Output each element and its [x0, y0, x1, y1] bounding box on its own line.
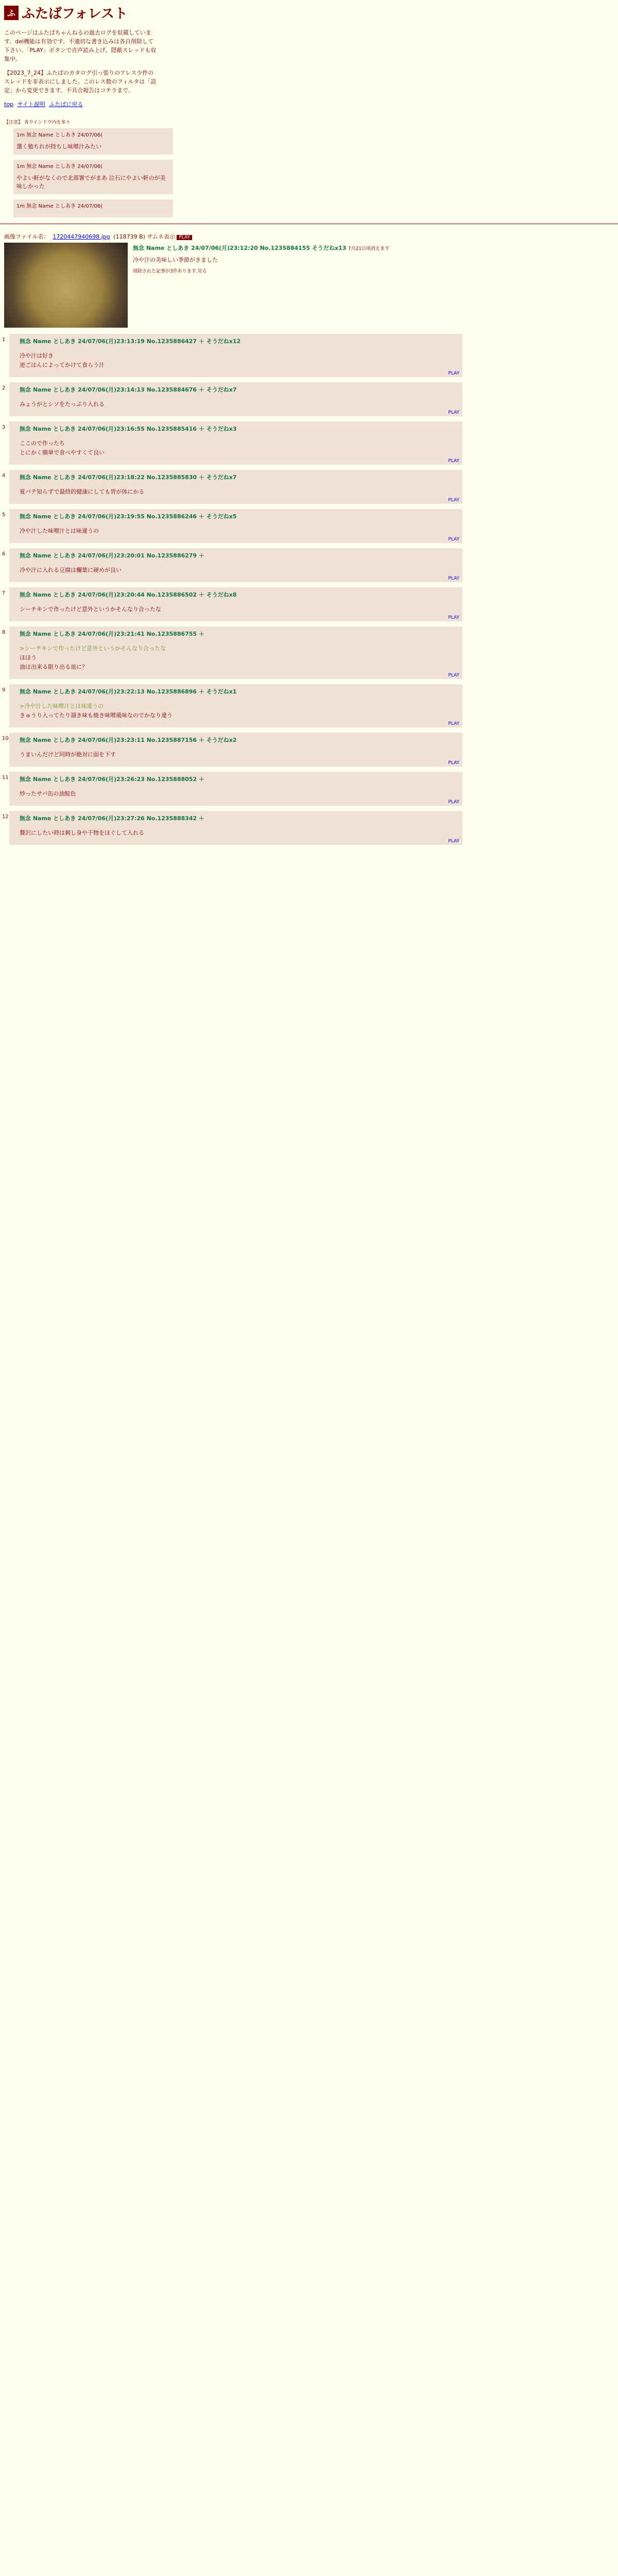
reply-body	[20, 605, 458, 614]
reply-list	[0, 334, 618, 845]
reply-meta: 無念 Name としあき 24/07/06(月)23:23:11 No.1235887156 ＋ そうだねx2	[20, 737, 237, 743]
site-title: ふたばフォレスト	[22, 6, 128, 22]
reply-play-link[interactable]: PLAY	[448, 576, 459, 581]
reply-post	[2, 509, 462, 543]
mini-post-meta: 1m 無念 Name としあき 24/07/06(	[16, 204, 103, 209]
reply-meta: 無念 Name としあき 24/07/06(月)23:13:19 No.1235886427 ＋ そうだねx12	[20, 338, 241, 345]
reply-number: 10	[2, 736, 9, 741]
reply-meta: 無念 Name としあき 24/07/06(月)23:16:55 No.1235885416 ＋ そうだねx3	[20, 426, 237, 432]
reply-quote: >冷や汁した味噌汁とは味違うの	[20, 703, 104, 709]
reply-play-link[interactable]: PLAY	[448, 721, 459, 726]
reply-line: 逆ごはんによってかけて食らう汁	[20, 362, 105, 368]
file-info: (118739 B)	[113, 233, 145, 240]
op-meta	[133, 243, 389, 255]
reply-line: 夏バテ知らずで最終的健康にしても胃が体にかる	[20, 488, 145, 495]
reply-play-link[interactable]: PLAY	[448, 459, 459, 464]
reply-number: 2	[2, 385, 6, 391]
reply-number: 5	[2, 512, 6, 518]
reply-line: 贅沢にしたい時は刺し身や干物をほぐして入れる	[20, 829, 144, 836]
site-title-row	[4, 3, 614, 22]
reply-play-link[interactable]: PLAY	[448, 615, 459, 620]
reply-body	[20, 702, 458, 720]
op-post	[0, 230, 618, 330]
reply-number: 6	[2, 551, 6, 557]
reply-line: みょうがとシソをたっぷり入れる	[20, 401, 105, 408]
reply-play-link[interactable]: PLAY	[448, 498, 459, 503]
op-line-1: 冷や汁の美味しい季節がきました	[133, 257, 218, 263]
reply-line: とにかく簡単で食べやすくて良い	[20, 449, 105, 456]
mini-post	[13, 128, 173, 155]
mini-post-text: 選く勉ちれが持ちし味噌汁みたい	[16, 143, 101, 150]
reply-play-link[interactable]: PLAY	[448, 371, 459, 376]
nav-futaba-link[interactable]: ふたばに戻る	[49, 101, 83, 108]
reply-line: きゅうり入ってたり溜き味も焼き味噌風味なのでかなり違う	[20, 712, 173, 719]
reply-meta: 無念 Name としあき 24/07/06(月)23:14:13 No.1235884676 ＋ そうだねx7	[20, 386, 237, 393]
reply-play-link[interactable]: PLAY	[448, 760, 459, 766]
op-line-3: 削除された記事が3件あります.見る	[133, 269, 207, 274]
reply-post	[2, 548, 462, 582]
reply-post	[2, 811, 462, 845]
mini-post	[13, 160, 173, 194]
reply-meta: 無念 Name としあき 24/07/06(月)23:20:44 No.1235886502 ＋ そうだねx8	[20, 591, 237, 598]
op-thumbnail[interactable]	[4, 243, 128, 328]
reply-body	[20, 644, 458, 672]
reply-body	[20, 439, 458, 457]
op-name-line: 無念 Name としあき 24/07/06(月)23:12:20 No.1235884155 そうだねx13	[133, 245, 347, 251]
reply-post	[2, 626, 462, 679]
reply-body	[20, 828, 458, 838]
reply-meta: 無念 Name としあき 24/07/06(月)23:26:23 No.1235888052 ＋	[20, 776, 204, 783]
file-link[interactable]: 1720447940698.jpg	[53, 233, 110, 240]
reply-line: 油は出来る限り出る皿に？	[20, 664, 88, 670]
reply-post	[2, 587, 462, 621]
reply-line: 冷や汁に入れる豆腐は欄葉に硬めが良い	[20, 567, 122, 573]
reply-body	[20, 566, 458, 575]
reply-number: 3	[2, 425, 6, 430]
reply-body	[20, 527, 458, 536]
reply-play-link[interactable]: PLAY	[448, 673, 459, 678]
reply-line: うまいんだけど同時が絶対に面を下す	[20, 751, 116, 758]
reply-number: 9	[2, 687, 6, 693]
reply-number: 8	[2, 630, 6, 635]
reply-meta: 無念 Name としあき 24/07/06(月)23:27:26 No.1235888342 ＋	[20, 815, 204, 822]
op-file-line	[4, 232, 614, 241]
reply-line: ここので作ったち	[20, 440, 65, 447]
reply-line: 冷や汁は好き	[20, 352, 54, 359]
nav-top-link[interactable]: top	[4, 101, 14, 108]
reply-number: 12	[2, 814, 9, 820]
reply-body	[20, 750, 458, 759]
reply-post	[2, 382, 462, 416]
reply-body	[20, 351, 458, 370]
mini-post-list	[0, 128, 618, 217]
mini-post-text: やよい軒がなくので北部署でがまあ 泣石にやよい軒のが美味しかった	[16, 175, 166, 190]
nav-about-link[interactable]: サイト説明	[17, 101, 45, 108]
site-notice	[4, 28, 159, 95]
reply-play-link[interactable]: PLAY	[448, 410, 459, 415]
op-expiry: 7月21日頃消えます	[348, 246, 390, 251]
reply-meta: 無念 Name としあき 24/07/06(月)23:18:22 No.1235885830 ＋ そうだねx7	[20, 474, 237, 481]
reply-post	[2, 470, 462, 504]
reply-quote: >シーチキンで作ったけど意外というかそんなり合ったな	[20, 645, 166, 652]
reply-line: 炒ったサバ缶の油鮭色	[20, 790, 76, 797]
reply-number: 11	[2, 775, 9, 781]
notice-paragraph-1: このページはふたばちゃんねるの過去ログを収蔵しています。del機能は有効です。不適切な書き込みは各自削除して下さい。「PLAY」ボタンで音声読み上げ、隠蔽スレッドも収集中。	[4, 29, 157, 62]
reply-line: 冷や汁した味噌汁とは味違うの	[20, 528, 99, 534]
reply-post	[2, 733, 462, 767]
file-label: 画像ファイル名：	[4, 233, 49, 240]
reply-meta: 無念 Name としあき 24/07/06(月)23:19:55 No.1235886246 ＋ そうだねx5	[20, 513, 237, 520]
site-logo: ふ	[4, 6, 19, 20]
reply-meta: 無念 Name としあき 24/07/06(月)23:21:41 No.1235886755 ＋	[20, 631, 204, 637]
reply-body	[20, 400, 458, 409]
thumb-note: サムネ表示	[147, 233, 175, 240]
reply-body	[20, 789, 458, 799]
op-image-row	[4, 243, 614, 328]
reply-play-link[interactable]: PLAY	[448, 537, 459, 542]
play-button[interactable]: PLAY	[177, 235, 192, 240]
reply-number: 7	[2, 590, 6, 596]
top-nav	[4, 100, 614, 108]
reply-body	[20, 487, 458, 497]
reply-post	[2, 772, 462, 806]
small-note: 【注意】 各ウインドウ内を多々	[4, 120, 71, 125]
op-body	[133, 243, 389, 328]
reply-play-link[interactable]: PLAY	[448, 839, 459, 844]
mini-post-meta: 1m 無念 Name としあき 24/07/06(	[16, 164, 103, 170]
reply-meta: 無念 Name としあき 24/07/06(月)23:20:01 No.1235886279 ＋	[20, 552, 204, 559]
reply-line: シーチキンで作ったけど意外というかそんなり合ったな	[20, 606, 161, 613]
reply-number: 4	[2, 473, 6, 479]
notice-paragraph-2: 【2023_7_24】ふたばのカタログ引っ張りのアレス少件のスレッドを非表示にしました。このレス数のフィルタは「設定」から変更できます。不具合報告はコチラまで。	[4, 70, 157, 94]
mini-post-meta: 1m 無念 Name としあき 24/07/06(	[16, 132, 103, 138]
page-header	[0, 0, 618, 125]
reply-number: 1	[2, 337, 6, 343]
mini-post	[13, 199, 173, 217]
reply-play-link[interactable]: PLAY	[448, 800, 459, 805]
reply-post	[2, 421, 462, 465]
reply-line: ほほう	[20, 654, 37, 661]
reply-post	[2, 684, 462, 727]
reply-post	[2, 334, 462, 377]
reply-meta: 無念 Name としあき 24/07/06(月)23:22:13 No.1235886896 ＋ そうだねx1	[20, 688, 237, 695]
